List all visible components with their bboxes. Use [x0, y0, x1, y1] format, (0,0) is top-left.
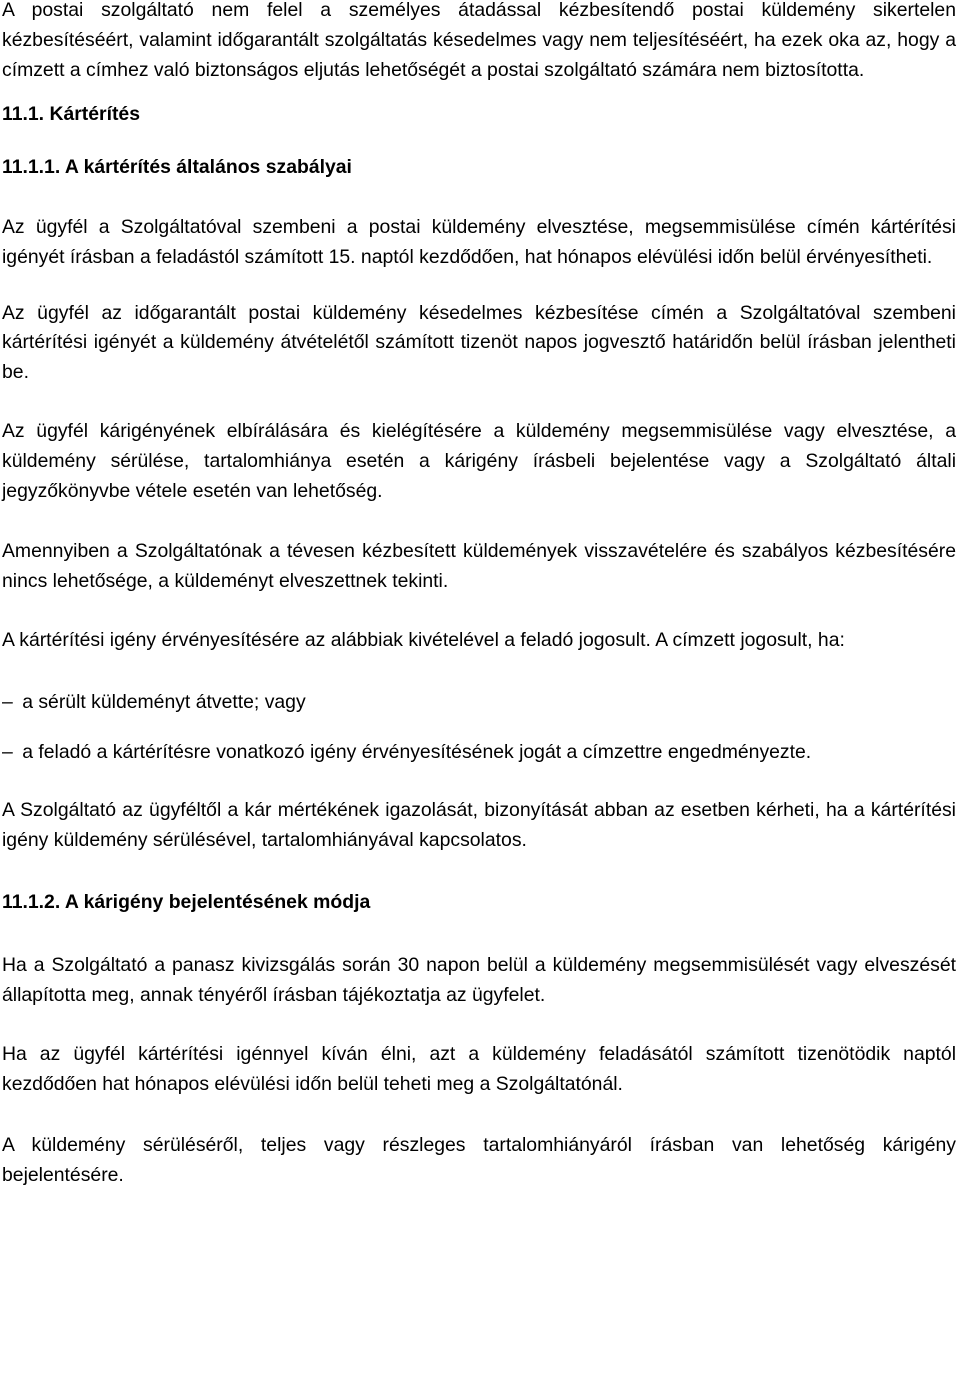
- paragraph-claim-filing: Ha az ügyfél kártérítési igénnyel kíván élni, azt a küldemény feladásától számított tizenötödik naptól kezdődően hat hónapos elévülési időn belül teheti meg a Szolgáltatónál.: [2, 1043, 956, 1096]
- paragraph-complaint-investigation: Ha a Szolgáltató a panasz kivizsgálás során 30 napon belül a küldemény megsemmisülését vagy elveszését állapította meg, annak tényéről írásban tájékoztatja az ügyfelet.: [2, 953, 956, 1006]
- paragraph-claim-deadline: Az ügyfél a Szolgáltatóval szembeni a postai küldemény elvesztése, megsemmisülése címén kártérítési igényét írásban a feladástól számított 15. naptól kezdődően, hat hónapos elévülési időn belül érvényesítheti.: [2, 215, 956, 268]
- paragraph-entitlement: A kártérítési igény érvényesítésére az alábbiak kivételével a feladó jogosult. A címzett jogosult, ha:: [2, 628, 845, 651]
- section-heading-11-1: 11.1. Kártérítés: [2, 103, 140, 126]
- dash-marker: –: [2, 690, 13, 713]
- paragraph-misdelivered: Amennyiben a Szolgáltatónak a tévesen kézbesített küldemények visszavételére és szabályos kézbesítésére nincs lehetősége, a küldeményt elveszettnek tekinti.: [2, 540, 956, 593]
- dash-marker: –: [2, 740, 13, 763]
- paragraph-claim-assessment: Az ügyfél kárigényének elbírálására és kielégítésére a küldemény megsemmisülése vagy elvesztése, a küldemény sérülése, tartalomhiánya esetén a kárigény írásbeli bejelentése vagy a Szolgáltató általi jegyzőkönyvbe vétele esetén van lehetőség.: [2, 419, 956, 502]
- list-item-text: a sérült küldeményt átvette; vagy: [22, 690, 306, 713]
- paragraph-damage-report: A küldemény sérüléséről, teljes vagy részleges tartalomhiányáról írásban van lehetőség kárigény bejelentésére.: [2, 1133, 956, 1186]
- list-item: [2, 688, 956, 718]
- paragraph-damage-proof: A Szolgáltató az ügyféltől a kár mértékének igazolását, bizonyítását abban az esetben kérheti, ha a kártérítési igény küldemény sérülésével, tartalomhiányával kapcsolatos.: [2, 799, 956, 852]
- list-item-text: a feladó a kártérítésre vonatkozó igény érvényesítésének jogát a címzettre engedményezte.: [22, 740, 812, 763]
- list-item: [2, 738, 956, 768]
- section-heading-11-1-1: 11.1.1. A kártérítés általános szabályai: [2, 156, 352, 179]
- paragraph-delay-claim: Az ügyfél az időgarantált postai küldemény késedelmes kézbesítése címén a Szolgáltatóval szembeni kártérítési igényét a küldemény átvételétől számított tizenöt napos jogvesztő határidőn belül írásban jelentheti be.: [2, 301, 956, 384]
- section-heading-11-1-2: 11.1.2. A kárigény bejelentésének módja: [2, 890, 371, 913]
- intro-paragraph: A postai szolgáltató nem felel a személyes átadással kézbesítendő postai küldemény sikertelen kézbesítéséért, valamint időgarantált szolgáltatás késedelmes vagy nem teljesítéséért, ha ezek oka az, hogy a címzett a címhez való biztonságos eljutás lehetőségét a postai szolgáltató számára nem biztosította.: [2, 0, 956, 81]
